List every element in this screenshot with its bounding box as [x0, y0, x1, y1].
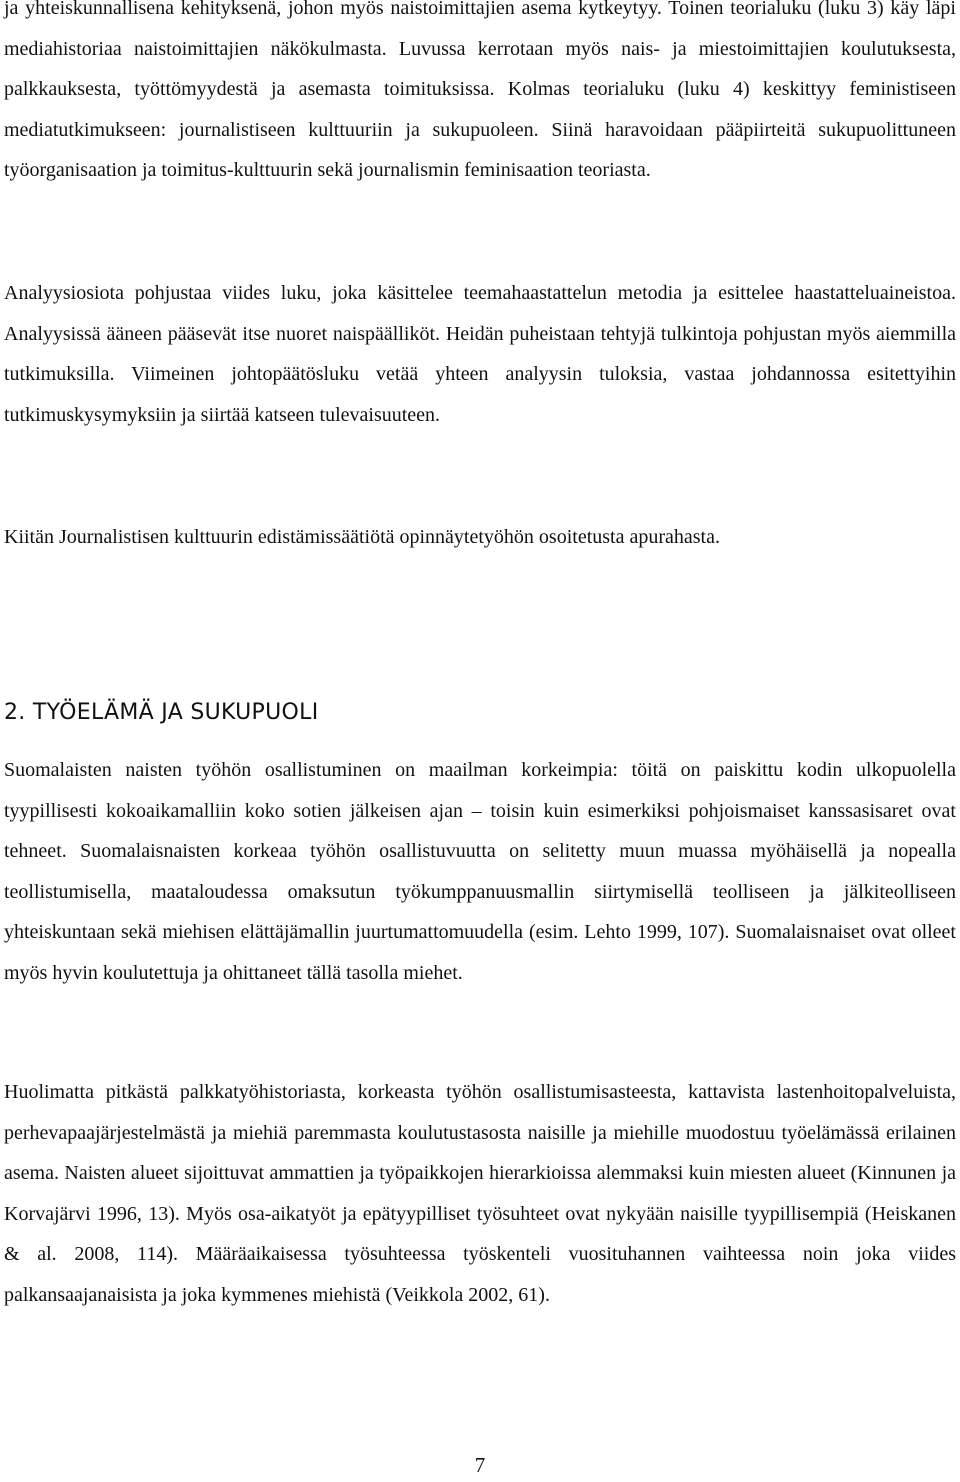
intro-paragraph-analysis: Analyysiosiota pohjustaa viides luku, joka käsittelee teemahaastattelun metodia ja esittelee haastatteluaineistoa. Analyysissä ääneen pääsevät itse nuoret naispäälliköt. Heidän puheistaan tehtyjä tulkintoja pohjustan myös aiemmilla tutkimuksilla. Viimeinen johtopäätösluku vetää yhteen analyysin tuloksia, vastaa johdannossa esitettyihin tutkimuskysymyksiin ja siirtää katseen tulevaisuuteen. — [4, 282, 956, 426]
page-number: 7 — [474, 1453, 486, 1477]
section-paragraph-inequality: Huolimatta pitkästä palkkatyöhistoriasta, korkeasta työhön osallistumisasteesta, kattavista lastenhoitopalveluista, perhevapaajärjestelmästä ja miehiä paremmasta koulutustasosta naisille ja miehille muodostuu työelämässä erilainen asema. Naisten alueet sijoittuvat ammattien ja työpaikkojen hierarkioissa alemmaksi kuin miesten alueet (Kinnunen ja Korvajärvi 1996, 13). Myös osa-aikatyöt ja epätyypilliset työsuhteet ovat nykyään naisille tyypillisempiä (Heiskanen & al. 2008, 114). Määräaikaisessa työsuhteessa työskenteli vuosituhannen vaihteessa noin joka viides palkansaajanaisista ja joka kymmenes miehistä (Veikkola 2002, 61). — [4, 1081, 956, 1306]
intro-paragraph-chapters: ja yhteiskunnallisena kehityksenä, johon myös naistoimittajien asema kytkeytyy. Toinen teorialuku (luku 3) käy läpi mediahistoriaa naistoimittajien näkökulmasta. Luvussa kerrotaan myös nais- ja miestoimittajien koulutuksesta, palkkauksesta, työttömyydestä ja asemasta toimituksissa. Kolmas teorialuku (luku 4) keskittyy feministiseen mediatutkimukseen: journalistiseen kulttuuriin ja sukupuoleen. Siinä haravoidaan pääpiirteitä sukupuolittuneen työorganisaation ja toimitus-kulttuurin sekä journalismin feminisaation teoriasta. — [4, 0, 956, 182]
acknowledgement-paragraph: Kiitän Journalistisen kulttuurin edistämissäätiötä opinnäytetyöhön osoitetusta apurahasta. — [4, 526, 720, 548]
section-heading: 2. TYÖELÄMÄ JA SUKUPUOLI — [4, 700, 319, 725]
section-paragraph-participation: Suomalaisten naisten työhön osallistuminen on maailman korkeimpia: töitä on paiskittu kodin ulkopuolella tyypillisesti kokoaikamalliin koko sotien jälkeisen ajan – toisin kuin esimerkiksi pohjoismaiset kanssasisaret ovat tehneet. Suomalaisnaisten korkeaa työhön osallistuvuutta on selitetty muun muassa myöhäisellä ja nopealla teollistumisella, maataloudessa omaksutun työkumppanuusmallin siirtymisellä teolliseen ja jälkiteolliseen yhteiskuntaan sekä miehisen elättäjämallin juurtumattomuudella (esim. Lehto 1999, 107). Suomalaisnaiset ovat olleet myös hyvin koulutettuja ja ohittaneet tällä tasolla miehet. — [4, 759, 956, 984]
